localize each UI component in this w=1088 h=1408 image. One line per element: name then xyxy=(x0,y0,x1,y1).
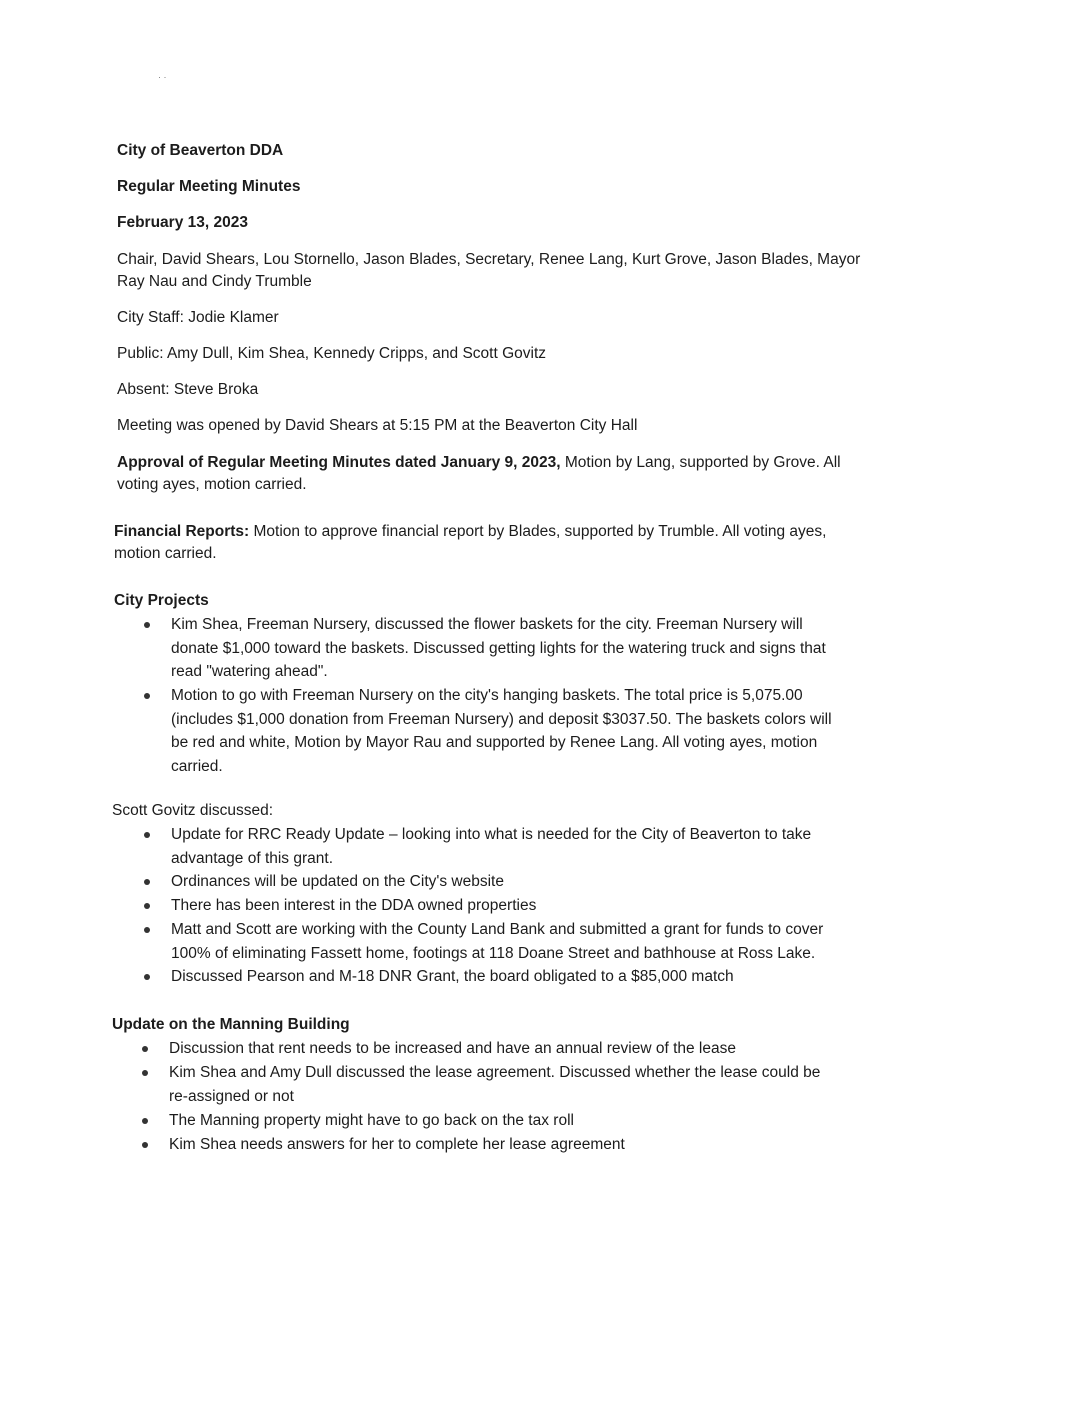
meeting-opened: Meeting was opened by David Shears at 5:15 PM at the Beaverton City Hall xyxy=(117,417,638,434)
attendees-line-2: Ray Nau and Cindy Trumble xyxy=(117,273,312,290)
public-attendees: Public: Amy Dull, Kim Shea, Kennedy Cripps, and Scott Govitz xyxy=(117,345,547,362)
list-item xyxy=(171,823,891,870)
approval-paragraph xyxy=(117,452,887,475)
scan-speck: · · xyxy=(158,72,167,82)
list-item xyxy=(169,1061,889,1108)
financial-text: Motion to approve financial report by Blades, supported by Trumble. All voting ayes, xyxy=(249,523,827,540)
list-item-line: There has been interest in the DDA owned properties xyxy=(171,897,537,914)
list-item-line: Kim Shea needs answers for her to complete her lease agreement xyxy=(169,1136,625,1153)
approval-line-2: voting ayes, motion carried. xyxy=(117,476,307,493)
document-title: Regular Meeting Minutes xyxy=(117,178,301,195)
list-item-line: Motion to go with Freeman Nursery on the city's hanging baskets. The total price is 5,075.00 xyxy=(171,687,803,704)
list-item-line: carried. xyxy=(171,757,223,775)
list-item xyxy=(169,1109,889,1133)
list-item-line: Kim Shea and Amy Dull discussed the lease agreement. Discussed whether the lease could be xyxy=(169,1064,821,1081)
city-staff: City Staff: Jodie Klamer xyxy=(117,309,279,326)
bullet-icon xyxy=(144,903,150,909)
approval-heading: Approval of Regular Meeting Minutes dated January 9, 2023, xyxy=(117,454,561,471)
bullet-icon xyxy=(144,974,150,980)
list-item-line: The Manning property might have to go back on the tax roll xyxy=(169,1112,574,1129)
financial-heading: Financial Reports: xyxy=(114,523,250,540)
list-item-line: advantage of this grant. xyxy=(171,849,334,867)
govitz-heading: Scott Govitz discussed: xyxy=(112,802,274,819)
list-item-line: Kim Shea, Freeman Nursery, discussed the flower baskets for the city. Freeman Nursery will xyxy=(171,616,803,633)
bullet-icon xyxy=(144,622,150,628)
list-item-line: be red and white, Motion by Mayor Rau and supported by Renee Lang. All voting ayes, motion xyxy=(171,734,818,751)
list-item xyxy=(169,1133,889,1157)
absent-members: Absent: Steve Broka xyxy=(117,381,259,398)
city-projects-heading: City Projects xyxy=(114,592,209,609)
bullet-icon xyxy=(144,693,150,699)
list-item xyxy=(171,918,891,965)
list-item-line: read "watering ahead". xyxy=(171,663,328,680)
list-item xyxy=(171,613,891,684)
approval-text: Motion by Lang, supported by Grove. All xyxy=(560,454,841,471)
list-item xyxy=(171,870,891,894)
attendees-line-1: Chair, David Shears, Lou Stornello, Jason Blades, Secretary, Renee Lang, Kurt Grove, Jason Blades, Mayor xyxy=(117,251,861,268)
bullet-icon xyxy=(142,1046,148,1052)
bullet-icon xyxy=(144,879,150,885)
manning-heading: Update on the Manning Building xyxy=(112,1016,350,1033)
list-item-line: Update for RRC Ready Update – looking into what is needed for the City of Beaverton to take xyxy=(171,826,812,843)
financial-line-2: motion carried. xyxy=(114,545,217,562)
list-item xyxy=(171,894,891,918)
list-item xyxy=(171,965,891,989)
list-item-line: donate $1,000 toward the baskets. Discussed getting lights for the watering truck and signs that xyxy=(171,639,826,657)
bullet-icon xyxy=(142,1142,148,1148)
meeting-date: February 13, 2023 xyxy=(117,214,248,231)
financial-paragraph xyxy=(114,521,884,544)
list-item xyxy=(169,1037,889,1061)
bullet-icon xyxy=(144,927,150,933)
list-item-line: (includes $1,000 donation from Freeman Nursery) and deposit $3037.50. The baskets colors will xyxy=(171,710,832,728)
list-item-line: re-assigned or not xyxy=(169,1087,294,1105)
bullet-icon xyxy=(144,832,150,838)
list-item-line: Discussion that rent needs to be increased and have an annual review of the lease xyxy=(169,1040,736,1057)
bullet-icon xyxy=(142,1070,148,1076)
list-item-line: Discussed Pearson and M-18 DNR Grant, the board obligated to a $85,000 match xyxy=(171,968,734,985)
list-item-line: Ordinances will be updated on the City's website xyxy=(171,873,504,890)
list-item-line: Matt and Scott are working with the County Land Bank and submitted a grant for funds to cover xyxy=(171,921,824,938)
list-item xyxy=(171,684,891,778)
org-name: City of Beaverton DDA xyxy=(117,142,284,159)
bullet-icon xyxy=(142,1118,148,1124)
list-item-line: 100% of eliminating Fassett home, footings at 118 Doane Street and bathhouse at Ross Lake. xyxy=(171,944,816,962)
